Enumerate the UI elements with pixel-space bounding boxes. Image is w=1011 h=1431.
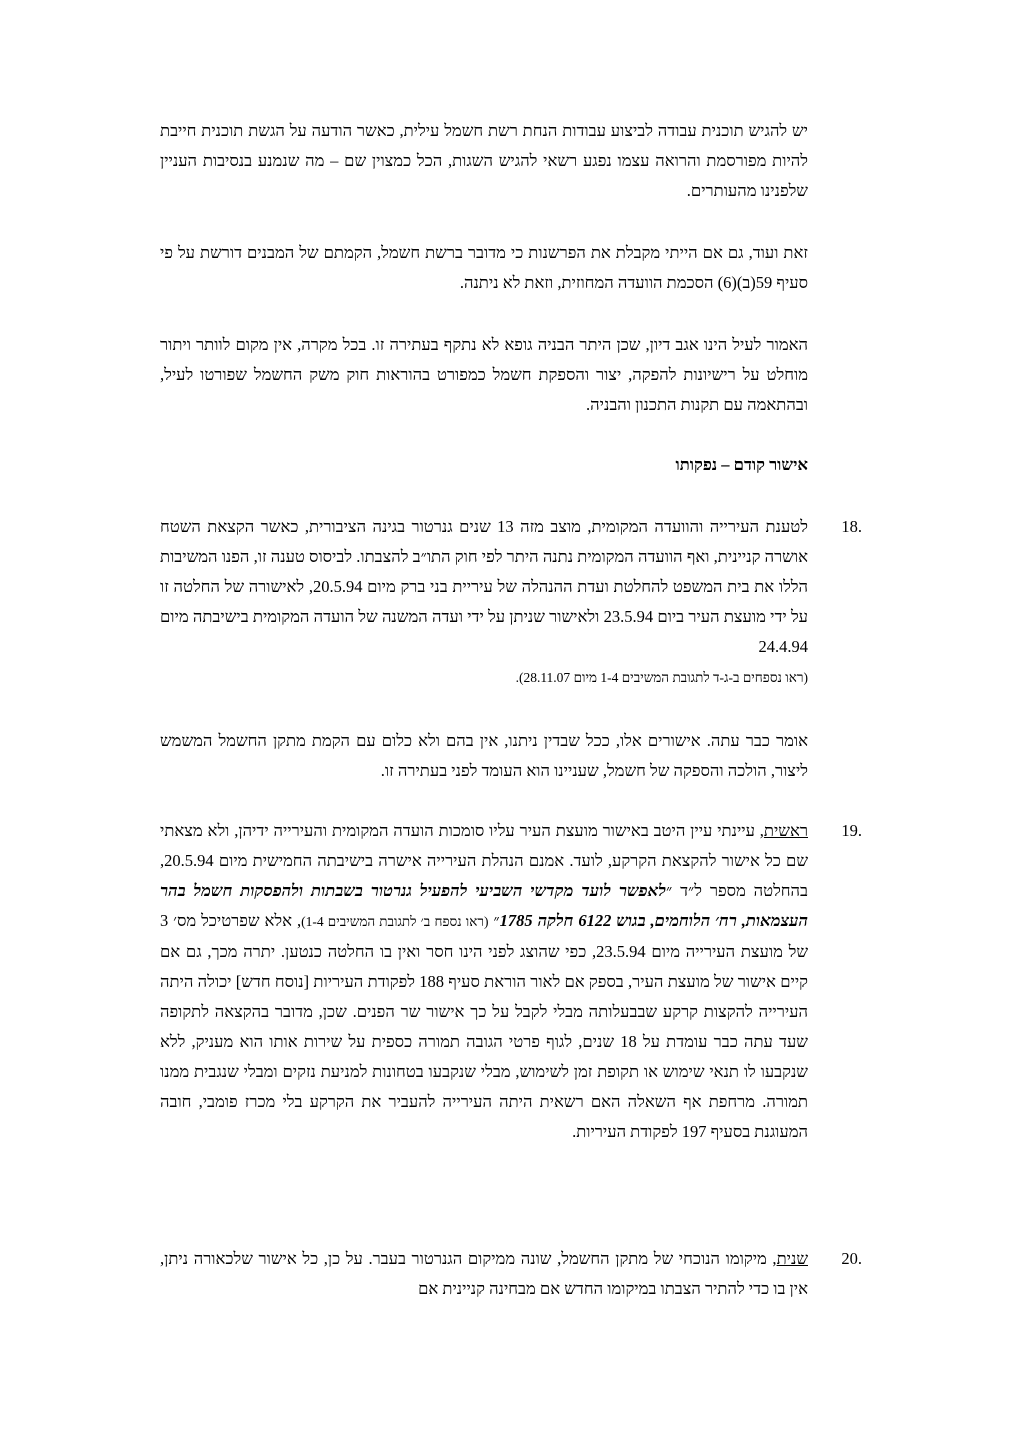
section-20-lead: שנית bbox=[776, 1249, 808, 1268]
section-number: .19 bbox=[841, 821, 862, 840]
paragraph-third: האמור לעיל הינו אגב דיון, שכן היתר הבניה גופא לא נתקף בעתירה זו. בכל מקרה, אין מקום לוותר ויתור מוחלט על רישיונות להפקה, יצור והספקת חשמל כמפורט בהוראות חוק משק החשמל שפורטו לעיל, ובהתאמה עם תקנות התכנון והבניה. bbox=[160, 335, 808, 414]
section-19-lead: ראשית bbox=[763, 821, 808, 840]
section-body bbox=[160, 816, 808, 1147]
section-body bbox=[160, 1244, 808, 1304]
section-19-text-a: , עיינתי עיין היטב באישור מועצת העיר עליו סומכות הועדה המקומית והעירייה ידיהן, ולא מצאתי שם כל אישור להקצאת הקרקע, לועד. אמנם הנהלת העירייה אישרה בישיבתה החמישית מיום 20.5.94, בהחלטה מספר ל״ד ״ bbox=[160, 821, 808, 900]
section-19-text-c: , אלא שפרטיכל מס׳ 3 של מועצת העירייה מיום 23.5.94, כפי שהוצג לפני הינו חסר ואין בו החלטה כנטען. יתרה מכך, גם אם קיים אישור של מועצת העיר, בספק אם לאור הוראת סעיף 188 לפקודת העיריות [נוסח חדש] יכולה היתה העירייה להקצות קרקע שבבעלותה מבלי לקבל על כך אישור שר הפנים. שכן, מדובר בהקצאה לתקופה שעד עתה כבר עומדת על 18 שנים, לגוף פרטי הגובה תמורה כספית על שירות אותו הוא מעניק, ללא שנקבעו לו תנאי שימוש או תקופת זמן לשימוש, מבלי שנקבעו בטחונות למניעת נזקים ומבלי שנגבית ממנו תמורה. מרחפת אף השאלה האם רשאית היתה העירייה להעביר את הקרקע בלי מכרז פומבי, חובה המעוגנת בסעיף 197 לפקודת העיריות. bbox=[160, 911, 809, 1141]
section-body: אומר כבר עתה. אישורים אלו, ככל שבדין ניתנו, אין בהם ולא כלום עם הקמת מתקן החשמל המשמש ליצור, הולכה והספקה של חשמל, שעניינו הוא העומד לפני בעתירה זו. bbox=[160, 731, 808, 780]
section-number: .20 bbox=[841, 1249, 862, 1268]
section-body bbox=[160, 512, 808, 693]
paragraph-intro: יש להגיש תוכנית עבודה לביצוע עבודות הנחת רשת חשמל עילית, כאשר הודעה על הגשת תוכנית חייבת להיות מפורסמת והרואה עצמו נפגע רשאי להגיש השגות, הכל כמצוין שם – מה שנמנע בנסיבות העניין שלפנינו מהעותרים. bbox=[160, 121, 808, 200]
section-number: .18 bbox=[841, 517, 862, 536]
section-19-quote: לאפשר לועד מקדשי השביעי להפעיל גנרטור בשבתות ולהפסקות חשמל בהר העצמאות, רח׳ הלוחמים, בגוש 6122 חלקה 1785 bbox=[160, 881, 808, 930]
paragraph-second: זאת ועוד, גם אם הייתי מקבלת את הפרשנות כי מדובר ברשת חשמל, הקמתם של המבנים דורשת על פי סעיף 59(ב)(6) הסכמת הוועדה המחוזית, וזאת לא ניתנה. bbox=[160, 243, 808, 292]
section-20-text: , מיקומו הנוכחי של מתקן החשמל, שונה ממיקום הגנרטור בעבר. על כן, כל אישור שלכאורה ניתן, אין בו כדי להתיר הצבתו במיקומו החדש אם מבחינה קניינית אם bbox=[160, 1249, 808, 1298]
section-19-text-b: ״ bbox=[488, 911, 500, 930]
section-heading: אישור קודם – נפקותו bbox=[675, 455, 808, 474]
section-18-text: לטענת העירייה והוועדה המקומית, מוצב מזה 13 שנים גנרטור בגינה הציבורית, כאשר הקצאת השטח אושרה קניינית, ואף הוועדה המקומית נתנה היתר לפי חוק התו״ב להצבתו. לביסוס טענה זו, הפנו המשיבות הללו את בית המשפט להחלטת ועדת ההנהלה של עיריית בני ברק מיום 20.5.94, לאישורה של החלטה זו על ידי מועצת העיר ביום 23.5.94 ולאישור שניתן על ידי ועדה המשנה של הועדה המקומית בישיבתה מיום 24.4.94 bbox=[160, 517, 808, 656]
section-19-note: (ראו נספח ב׳ לתגובת המשיבים 1-4) bbox=[301, 914, 489, 929]
section-18-note: (ראו נספחים ב-ג-ד לתגובת המשיבים 1-4 מיום 28.11.07). bbox=[515, 670, 808, 685]
